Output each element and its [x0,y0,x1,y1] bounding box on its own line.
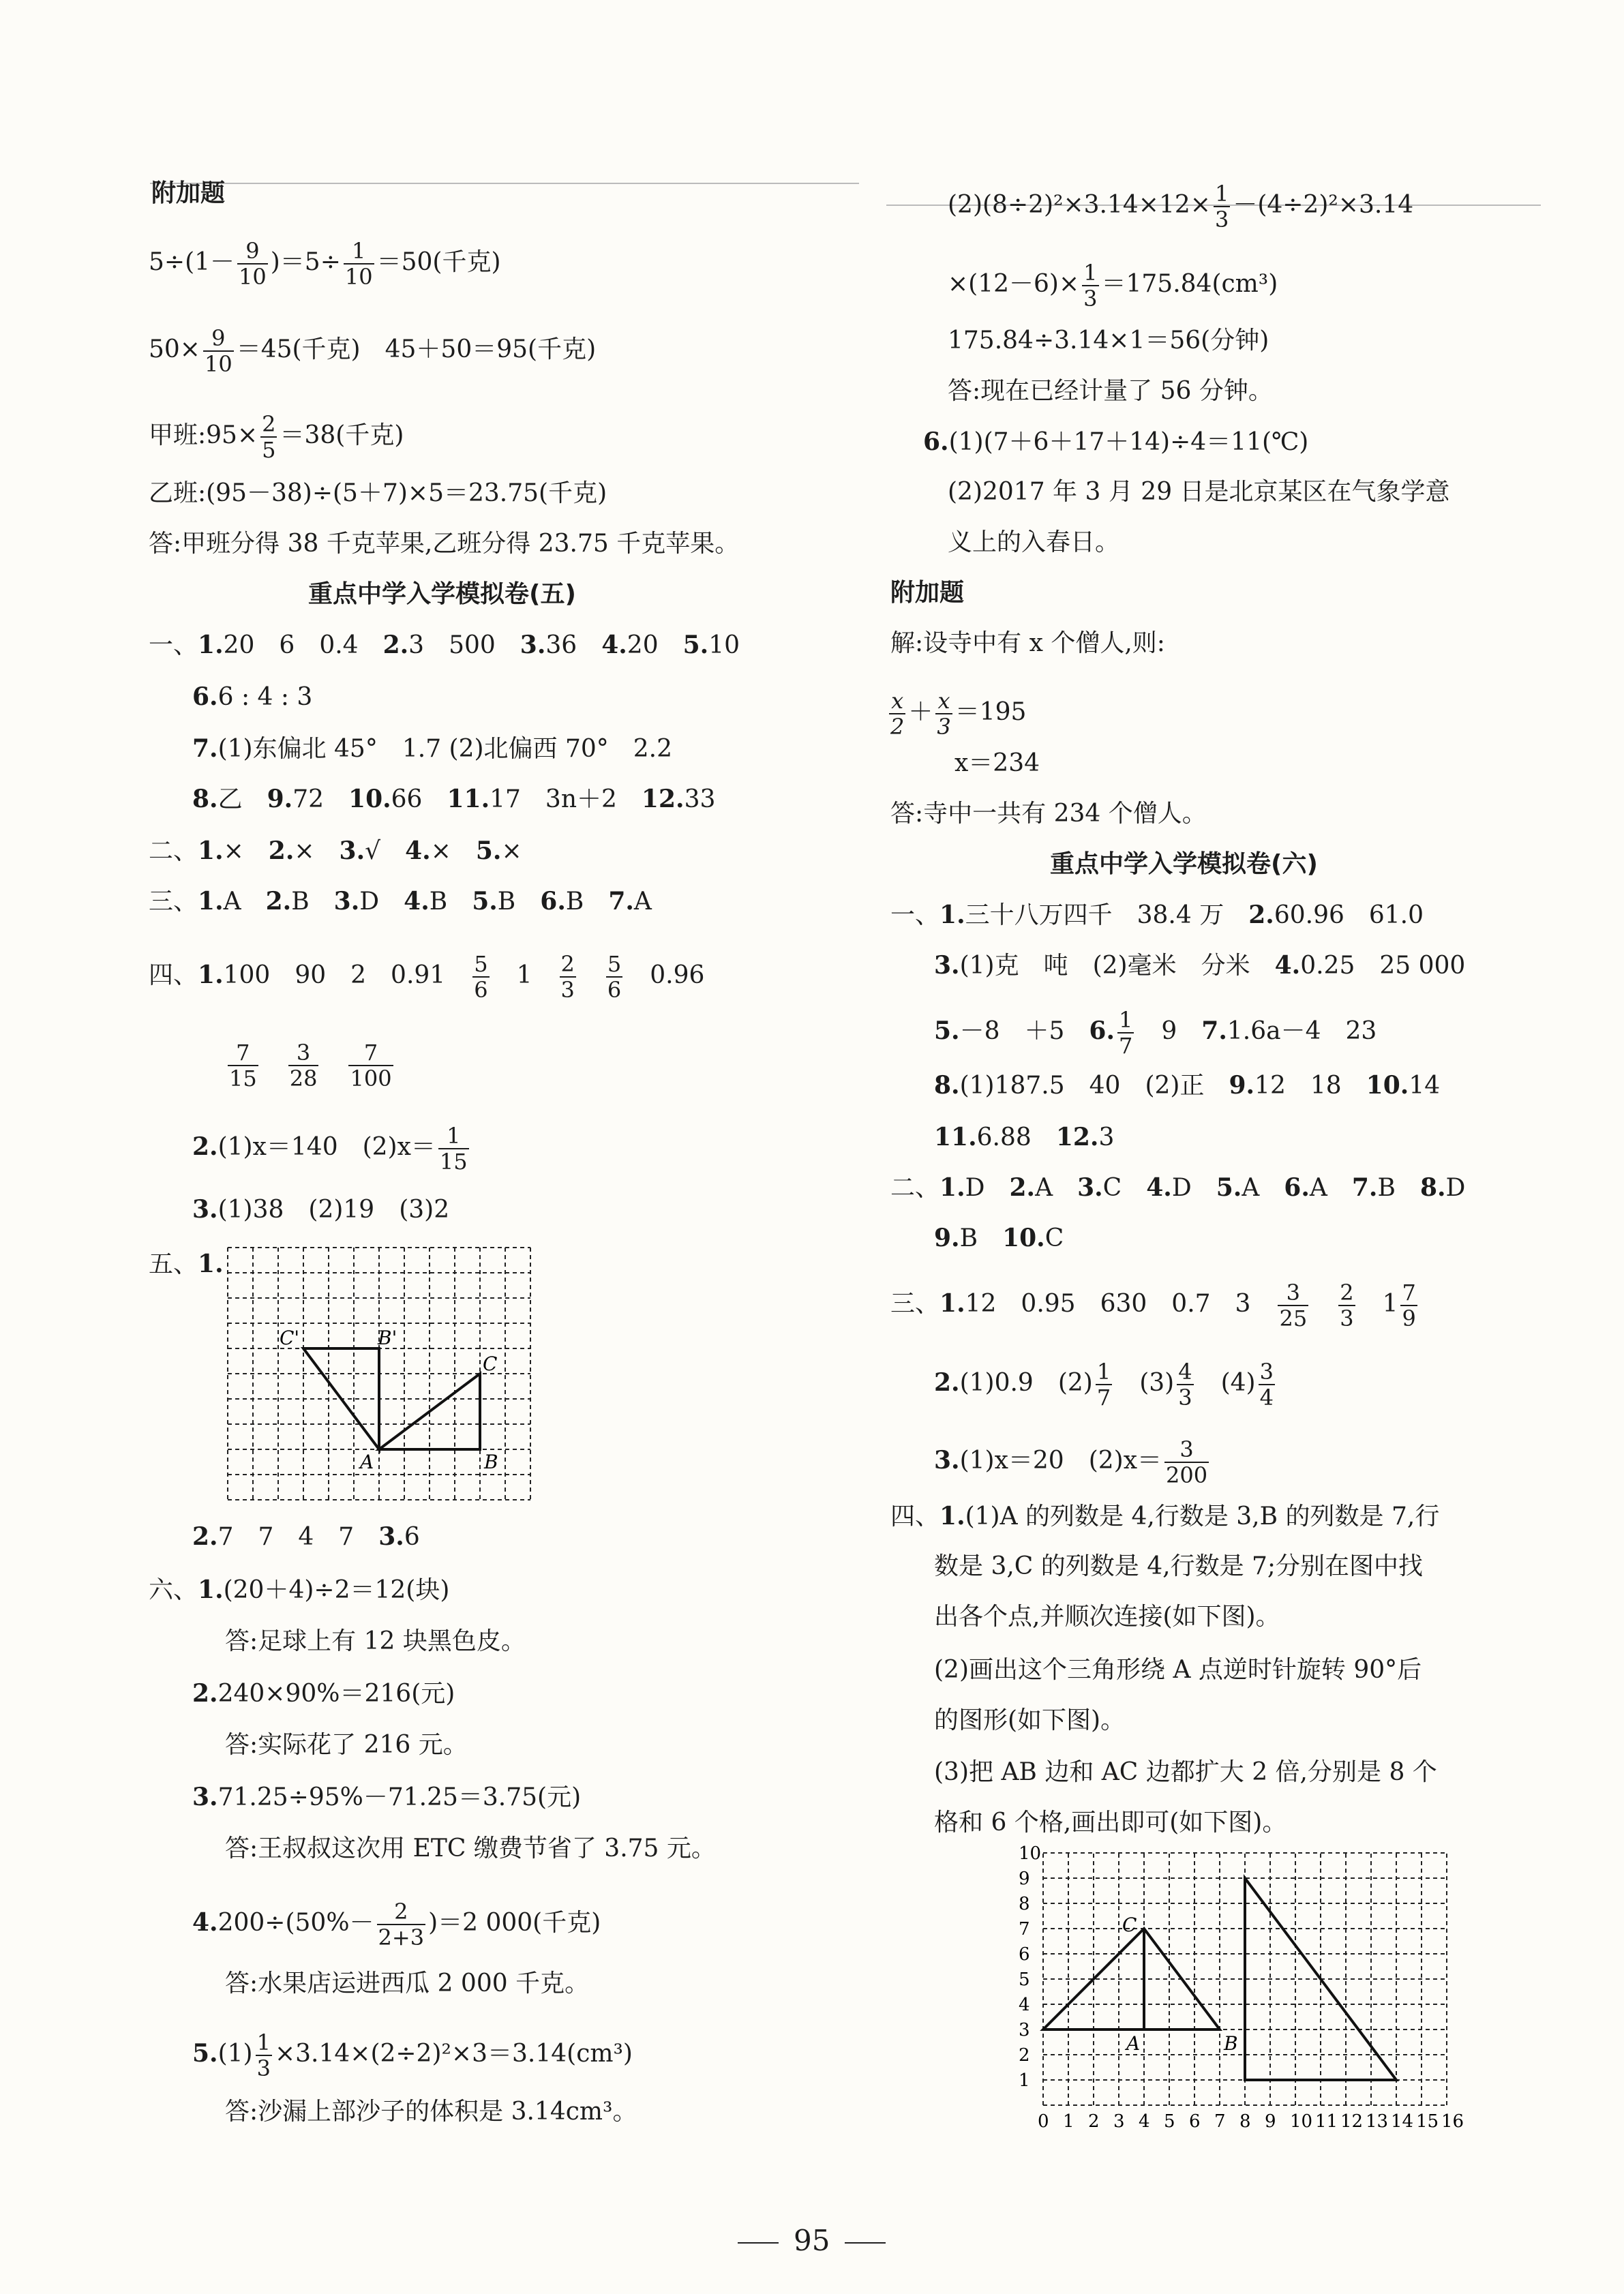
s6-row-7: 9.B 10.C [934,1224,1064,1252]
y-tick-label: 7 [1019,1919,1030,1940]
s5-row-12: 2.7 7 4 7 3.6 [192,1522,420,1551]
label-b: B [484,1451,498,1473]
x-tick-label: 0 [1038,2111,1049,2132]
x-tick-label: 6 [1189,2111,1201,2132]
y-tick-label: 4 [1019,1995,1030,2015]
r-line-10: x＝234 [954,749,1040,777]
s6-row-13: 出各个点,并顺次连接(如下图)。 [934,1603,1280,1631]
calc-line-2: 50× $\frac{9}{10}$ ＝45(千克) 45＋50＝95(千克) [149,325,597,377]
y-tick-label: 5 [1019,1969,1030,1990]
s6-row-3: 5.－8 ＋5 6. $\frac{1}{7}$ 9 7.1.6a－4 23 [934,1007,1377,1059]
coord-label-a: A [1126,2032,1141,2055]
s6-row-12: 数是 3,C 的列数是 4,行数是 7;分别在图中找 [934,1552,1424,1580]
s5-row-11: 五、1. [149,1250,224,1278]
s5-row-21: 5.(1) $\frac{1}{3}$ ×3.14×(2÷2)²×3＝3.14(cm³) [192,2029,633,2081]
fujia-title-left: 附加题 [151,179,226,207]
s6-row-2: 3.(1)克 吨 (2)毫米 分米 4.0.25 25 000 [934,951,1466,980]
page-number: 95 [738,2224,886,2257]
y-tick-label: 1 [1019,2070,1030,2091]
x-tick-label: 4 [1139,2111,1150,2132]
s5-row-9: 2.(1)x＝140 (2)x＝ $\frac{1}{15}$ [192,1123,468,1175]
s5-row-3: 7.(1)东偏北 45° 1.7 (2)北偏西 70° 2.2 [192,734,673,763]
s5-row-16: 答:实际花了 216 元。 [225,1731,468,1759]
s6-row-9: 2.(1)0.9 (2) $\frac{1}{7}$ (3) $\frac{4}{3}$ (4) $\frac{3}{4}$ [934,1359,1274,1410]
s5-row-1: 一、1.20 6 0.4 2.3 500 3.36 4.20 5.10 [149,631,740,659]
r-line-3: 175.84÷3.14×1＝56(分钟) [948,327,1269,354]
s5-row-19: 4.200÷(50%－ $\frac{2}{2+3}$ )＝2 000(千克) [192,1899,601,1950]
r-line-6: (2)2017 年 3 月 29 日是北京某区在气象学意 [948,478,1450,506]
s6-row-6: 二、1.D 2.A 3.C 4.D 5.A 6.A 7.B 8.D [890,1173,1466,1202]
x-tick-label: 3 [1113,2111,1125,2132]
x-tick-label: 15 [1416,2111,1439,2132]
y-tick-label: 10 [1019,1843,1042,1864]
s5-row-13: 六、1.(20＋4)÷2＝12(块) [149,1575,450,1604]
s5-row-17: 3.71.25÷95%－71.25＝3.75(元) [192,1783,582,1811]
r-line-2: ×(12－6)× $\frac{1}{3}$ ＝175.84(cm³) [948,260,1278,312]
calc-line-4: 乙班:(95－38)÷(5＋7)×5＝23.75(千克) [149,479,607,507]
s5-row-20: 答:水果店运进西瓜 2 000 千克。 [225,1969,590,1997]
calc-line-1: 5÷(1－ $\frac{9}{10}$ )＝5÷ $\frac{1}{10}$ ＝50(千克) [149,238,501,290]
s5-row-10: 3.(1)38 (2)19 (3)2 [192,1195,450,1224]
s5-row-15: 2.240×90%＝216(元) [192,1679,455,1708]
r-line-1: (2)(8÷2)²×3.14×12× $\frac{1}{3}$ －(4÷2)²×3.14 [948,181,1414,232]
coordinate-grid-figure [1016,1841,1493,2134]
x-tick-label: 7 [1214,2111,1226,2132]
s5-row-4: 8.乙 9.72 10.66 11.17 3n＋2 12.33 [192,785,716,813]
label-c: C [483,1353,498,1375]
r-line-9: $\frac{x}{2}$ ＋ $\frac{x}{3}$ ＝195 [890,688,1027,740]
s6-row-11: 四、1.(1)A 的列数是 4,行数是 3,B 的列数是 7,行 [890,1502,1440,1530]
calc-line-3: 甲班:95× $\frac{2}{5}$ ＝38(千克) [149,411,404,463]
coord-label-b: B [1224,2032,1238,2055]
s5-row-7: 四、1.100 90 2 0.91 $\frac{5}{6}$ 1 $\frac{2}{3}$ $\frac{5}{6}$ 0.96 [149,951,705,1003]
s6-row-10: 3.(1)x＝20 (2)x＝ $\frac{3}{200}$ [934,1436,1208,1488]
answer-line-1: 答:甲班分得 38 千克苹果,乙班分得 23.75 千克苹果。 [149,530,740,558]
s5-row-22: 答:沙漏上部沙子的体积是 3.14cm³。 [225,2098,637,2126]
y-tick-label: 2 [1019,2045,1030,2066]
r-line-5: 6.(1)(7＋6＋17＋14)÷4＝11(℃) [923,427,1309,456]
section-title-5: 重点中学入学模拟卷(五) [308,580,576,608]
x-tick-label: 1 [1063,2111,1074,2132]
y-tick-label: 9 [1019,1869,1030,1889]
label-a: A [360,1451,374,1473]
s5-row-14: 答:足球上有 12 块黑色皮。 [225,1627,526,1655]
s6-row-14: (2)画出这个三角形绕 A 点逆时针旋转 90°后 [934,1656,1422,1684]
s6-row-17: 格和 6 个格,画出即可(如下图)。 [934,1809,1287,1837]
coord-label-c: C [1122,1914,1137,1936]
y-tick-label: 6 [1019,1944,1030,1965]
r-line-8: 解:设寺中有 x 个僧人,则: [890,629,1165,657]
x-tick-label: 2 [1088,2111,1100,2132]
s5-row-6: 三、1.A 2.B 3.D 4.B 5.B 6.B 7.A [149,887,652,916]
s6-row-4: 8.(1)187.5 40 (2)正 9.12 18 10.14 [934,1071,1441,1100]
x-tick-label: 10 [1290,2111,1313,2132]
y-tick-label: 8 [1019,1894,1030,1914]
s6-row-15: 的图形(如下图)。 [934,1706,1126,1734]
s6-row-16: (3)把 AB 边和 AC 边都扩大 2 倍,分别是 8 个 [934,1758,1437,1786]
grid-figure-left [224,1242,537,1507]
r-line-7: 义上的入春日。 [948,528,1120,556]
x-tick-label: 14 [1391,2111,1414,2132]
x-tick-label: 16 [1441,2111,1464,2132]
top-rule [150,183,859,184]
y-tick-label: 3 [1019,2020,1030,2040]
x-tick-label: 9 [1265,2111,1276,2132]
s6-row-5: 11.6.88 12.3 [934,1123,1115,1151]
label-c-prime: C' [280,1327,300,1349]
x-tick-label: 11 [1315,2111,1338,2132]
s5-row-18: 答:王叔叔这次用 ETC 缴费节省了 3.75 元。 [225,1835,716,1862]
x-tick-label: 5 [1164,2111,1175,2132]
r-line-11: 答:寺中一共有 234 个僧人。 [890,800,1207,828]
r-line-4: 答:现在已经计量了 56 分钟。 [948,377,1273,405]
x-tick-label: 8 [1239,2111,1251,2132]
x-tick-label: 12 [1340,2111,1364,2132]
label-b-prime: B' [378,1327,397,1349]
rotated-triangle [303,1348,379,1449]
s5-row-2: 6.6 : 4 : 3 [192,682,313,711]
section-title-6: 重点中学入学模拟卷(六) [1050,850,1318,878]
s5-row-8: $\frac{7}{15}$ $\frac{3}{28}$ $\frac{7}{100}$ [229,1040,392,1091]
x-tick-label: 13 [1366,2111,1389,2132]
s5-row-5: 二、1.× 2.× 3.√ 4.× 5.× [149,836,522,865]
fujia-title-right: 附加题 [890,579,965,607]
s6-row-1: 一、1.三十八万四千 38.4 万 2.60.96 61.0 [890,901,1424,929]
s6-row-8: 三、1.12 0.95 630 0.7 3 $\frac{3}{25}$ $\frac{2}{3}$ 1 $\frac{7}{9}$ [890,1280,1416,1331]
